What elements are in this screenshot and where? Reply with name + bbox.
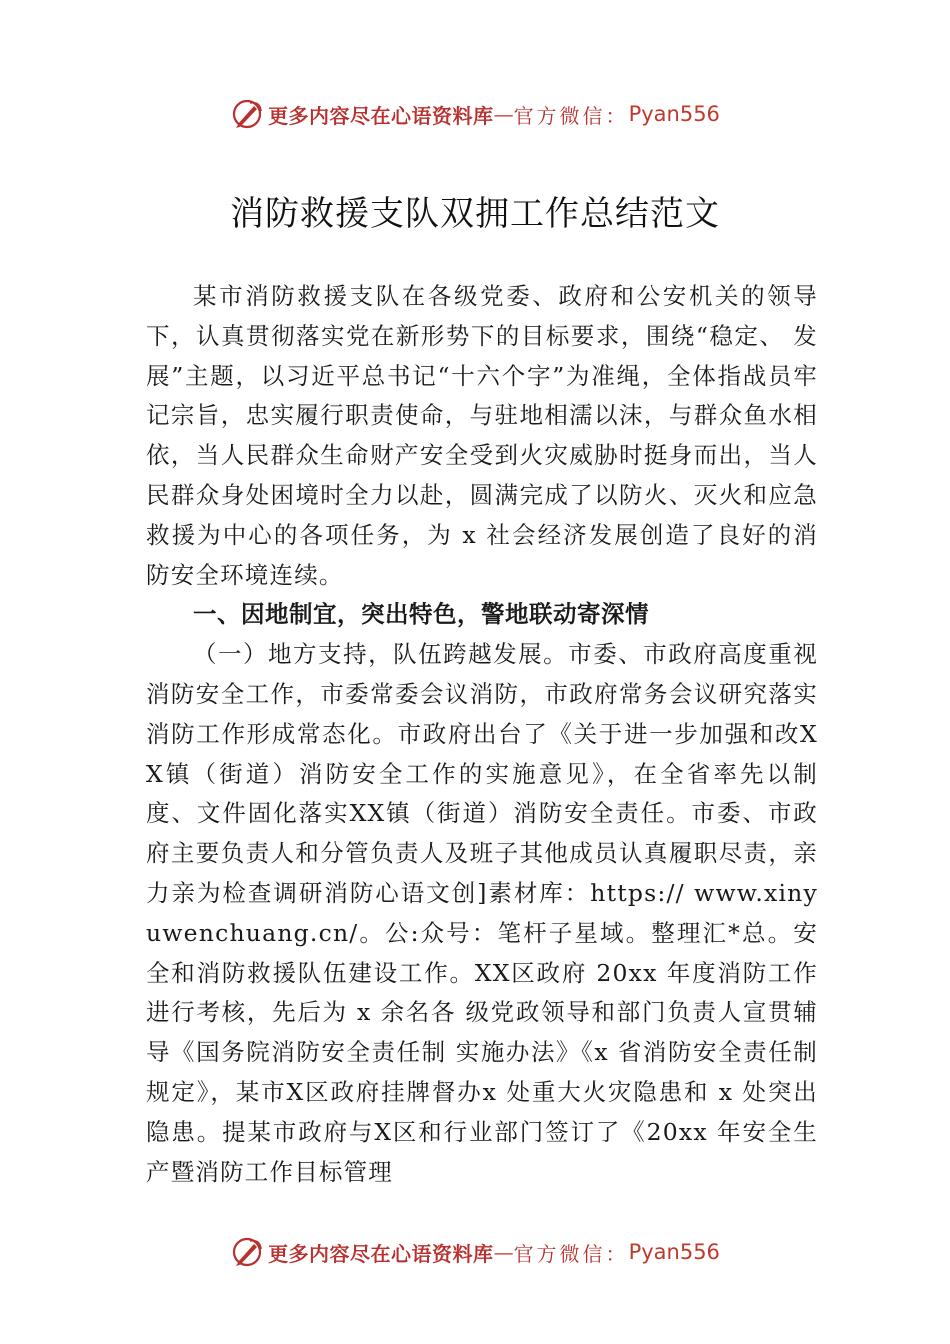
banner-brand-text: 更多内容尽在心语资料库 — [268, 103, 494, 128]
pen-logo-icon — [230, 1235, 264, 1269]
body-paragraph: （一）地方支持，队伍跨越发展。市委、市政府高度重视消防安全工作，市委常委会议消防，市政府常务会议研究落实消防工作形成常态化。市政府出台了《关于进一步加强和改XX镇（街道）消防安全工作的实施意见》，在全省率先以制度、文件固化落实XX镇（街道）消防安全责任。市委、市政府主要负责人和分管负责人及班子其他成员认真履职尽责，亲力亲为检查调研消防心语文创]素材库：https:// www.xinyuwenchuang.cn/。公:众号：笔杆子星域。整理汇*总。安全和消防救援队伍建设工作。XX区政府 20xx 年度消防工作进行考核，先后为 x 余名各 级党政领导和部门负责人宣贯辅导《国务院消防安全责任制 实施办法》《x 省消防安全责任制规定》，某市X区政府挂牌督办x 处重大火灾隐患和 x 处突出隐患。提某市政府与X区和行业部门签订了《20xx 年安全生产暨消防工作目标管理 — [146, 640, 818, 1186]
banner-wechat-id: Pyan556 — [628, 1240, 720, 1264]
banner-wechat-label: 官方微信： — [513, 103, 629, 128]
banner-wechat-label: 官方微信： — [513, 1241, 629, 1266]
banner-dash: — — [493, 102, 514, 126]
document-title: 消防救援支队双拥工作总结范文 — [230, 194, 720, 234]
banner-wechat-id: Pyan556 — [628, 102, 720, 126]
pen-logo-icon — [230, 97, 264, 131]
body-paragraph: 某市消防救援支队在各级党委、政府和公安机关的领导下，认真贯彻落实党在新形势下的目标要求，围绕“稳定、 发展”主题，以习近平总书记“十六个字”为准绳，全体指战员牢记宗旨，忠实履行职责使命，与驻地相濡以沫，与群众鱼水相依，当人民群众生命财产安全受到火灾威胁时挺身而出，当人民群众身处困境时全力以赴，圆满完成了以防火、灭火和应急救援为中心的各项任务，为 x 社会经济发展创造了良好的消防安全环境连续。 — [146, 282, 818, 589]
banner-dash: — — [493, 1240, 514, 1264]
banner-brand-text: 更多内容尽在心语资料库 — [268, 1241, 494, 1266]
document-body — [146, 277, 818, 1192]
footer-banner — [0, 1232, 950, 1272]
section-heading: 一、因地制宜，突出特色，警地联动寄深情 — [193, 600, 649, 629]
header-banner — [0, 94, 950, 134]
